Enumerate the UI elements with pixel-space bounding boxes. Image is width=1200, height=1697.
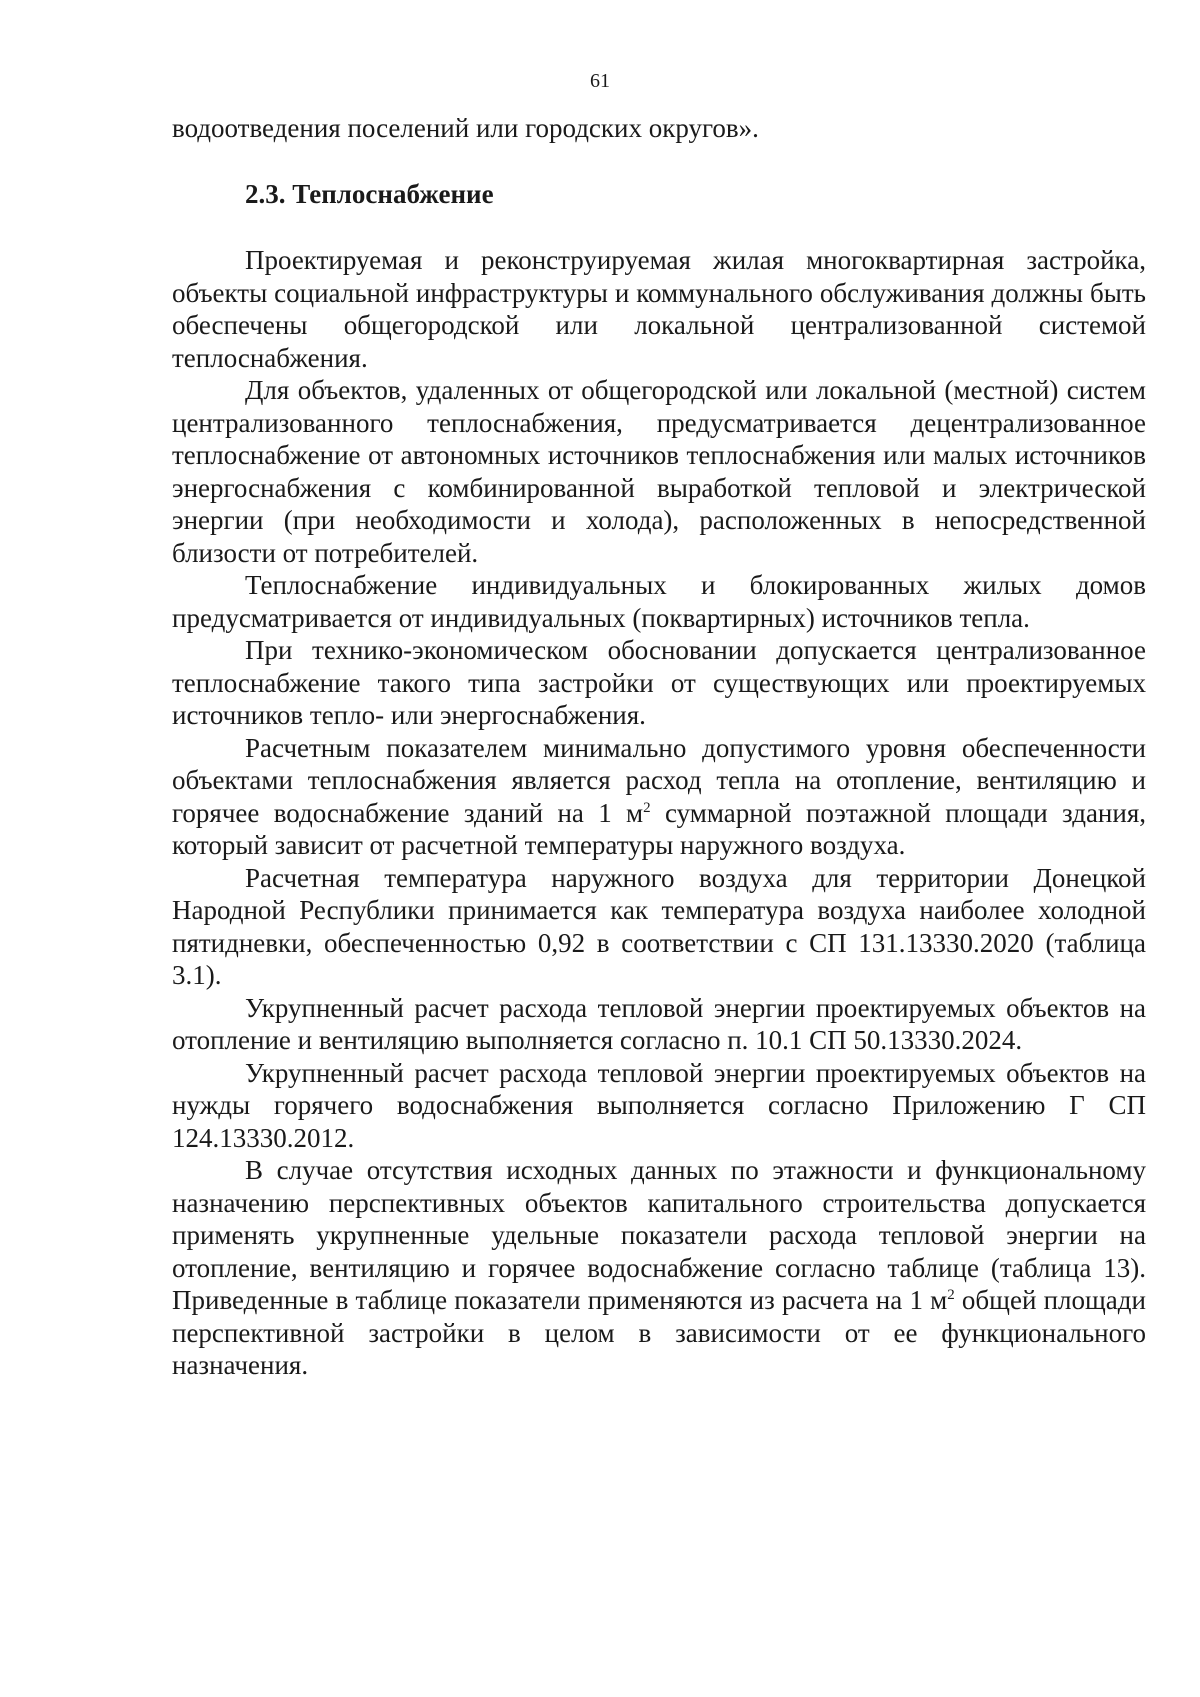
paragraph-2: Для объектов, удаленных от общегородской или локальной (местной) систем централизованного теплоснабжения, предусматривается децентрализованное теплоснабжение от автономных источников теплоснабжения или малых источников энергоснабжения с комбинированной выработкой тепловой и электрической энергии (при необходимости и холода), расположенных в непосредственной близости от потребителей. — [172, 375, 1146, 568]
paragraph-5 — [172, 732, 1146, 862]
paragraph-6: Расчетная температура наружного воздуха для территории Донецкой Народной Республики принимается как температура воздуха наиболее холодной пятидневки, обеспеченностью 0,92 в соответствии с СП 131.13330.2020 (таблица 3.1). — [172, 862, 1146, 990]
superscript-2: 2 — [643, 799, 651, 816]
paragraph-9-text-b: общей площади перспективной застройки в целом в зависимости от ее функционального назначения. — [172, 1285, 1146, 1380]
paragraph-8: Укрупненный расчет расхода тепловой энергии проектируемых объектов на нужды горячего водоснабжения выполняется согласно Приложению Г СП 124.13330.2012. — [172, 1057, 1146, 1153]
paragraph-9 — [172, 1154, 1146, 1382]
document-body — [172, 112, 1146, 1382]
page-number: 61 — [590, 70, 610, 92]
section-heading: 2.3. Теплоснабжение — [245, 178, 494, 209]
superscript-2: 2 — [947, 1287, 955, 1303]
paragraph-7: Укрупненный расчет расхода тепловой энергии проектируемых объектов на отопление и вентиляцию выполняется согласно п. 10.1 СП 50.13330.2024. — [172, 992, 1146, 1055]
paragraph-4: При технико-экономическом обосновании допускается централизованное теплоснабжение такого типа застройки от существующих или проектируемых источников тепло- или энергоснабжения. — [172, 635, 1146, 730]
intro-line: водоотведения поселений или городских округов». — [172, 113, 759, 143]
paragraph-5-text-b: суммарной поэтажной площади здания, который зависит от расчетной температуры наружного воздуха. — [172, 797, 1146, 860]
paragraph-1: Проектируемая и реконструируемая жилая многоквартирная застройка, объекты социальной инфраструктуры и коммунального обслуживания должны быть обеспечены общегородской или локальной централизованной системой теплоснабжения. — [172, 245, 1146, 373]
paragraph-3: Теплоснабжение индивидуальных и блокированных жилых домов предусматривается от индивидуальных (поквартирных) источников тепла. — [172, 570, 1146, 633]
paragraph-9-text-a: В случае отсутствия исходных данных по этажности и функциональному назначению перспективных объектов капитального строительства допускается применять укрупненные удельные показатели расхода тепловой энергии на отопление, вентиляцию и горячее водоснабжение согласно таблице (таблица 13). Приведенные в таблице показатели применяются из расчета на 1 м — [172, 1155, 1146, 1315]
paragraph-5-text-a: Расчетным показателем минимально допустимого уровня обеспеченности объектами теплоснабжения является расход тепла на отопление, вентиляцию и горячее водоснабжение зданий на 1 м — [172, 732, 1146, 828]
